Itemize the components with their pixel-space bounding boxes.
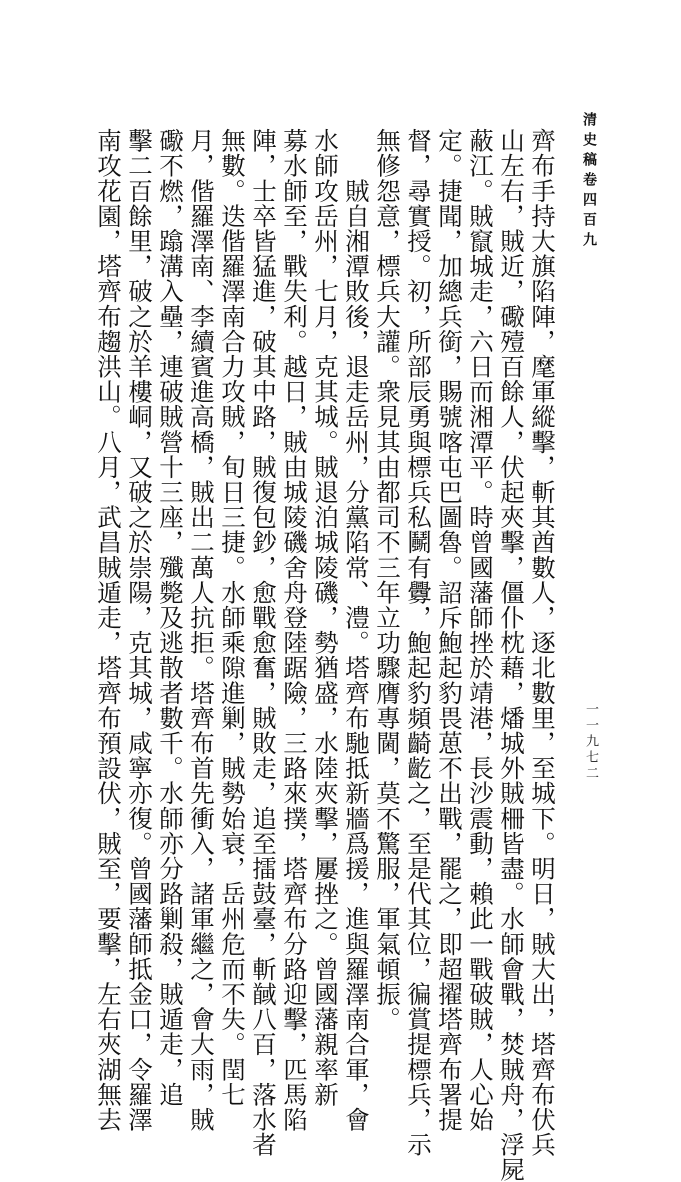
text-column: 蔽江。賊竄城走，六日而湘潭平。時曾國藩師挫於靖港，長沙震動，賴此一戰破賊，人心始 <box>466 128 495 1132</box>
text-column: 月，偕羅澤南、李續賓進高橋，賊出二萬人抗拒。塔齊布首先衝入，諸軍繼之，會大雨，賊 <box>187 128 216 1132</box>
text-column: 南攻花園，塔齊布趨洪山。八月，武昌賊遁走，塔齊布預設伏，賊至，要擊，左右夾湖無去 <box>94 128 123 1132</box>
text-column: 無數。迭偕羅澤南合力攻賊，旬日三捷。水師乘隙進剿，賊勢始衰，岳州危而不失。閏七 <box>218 128 247 1107</box>
text-column: 山左右，賊近，礮殪百餘人，伏起夾擊，僵仆枕藉，燔城外賊柵皆盡。水師會戰，焚賊舟，浮屍 <box>497 128 526 1182</box>
text-column: 陣，士卒皆猛進，破其中路，賊復包鈔，愈戰愈奮，賊敗走，追至擂鼓臺，斬馘八百，落水者 <box>249 128 278 1158</box>
text-column: 水師攻岳州，七月，克其城。賊退泊城陵磯，勢猶盛，水陸夾擊，屢挫之。曾國藩親率新 <box>311 128 340 1107</box>
text-column: 無修怨意，標兵大讙。衆見其由都司不三年立功驟膺專閫，莫不驚服，軍氣頓振。 <box>373 128 402 1032</box>
text-column: 募水師至，戰失利。越日，賊由城陵磯舍舟登陸踞險，三路來撲，塔齊布分路迎擊，匹馬陷 <box>280 128 309 1132</box>
text-column: 齊布手持大旗陷陣，麾軍縱擊，斬其酋數人，逐北數里，至城下。明日，賊大出，塔齊布伏兵 <box>528 128 557 1158</box>
text-column: 定。捷聞，加總兵銜，賜號喀屯巴圖魯。詔斥鮑起豹畏葸不出戰，罷之，即超擢塔齊布署提 <box>435 128 464 1132</box>
text-column: 督，尋實授。初，所部辰勇與標兵私鬭有釁，鮑起豹頻齮齕之，至是代其位，徧賞提標兵，示 <box>404 128 433 1158</box>
text-column: 賊自湘潭敗後，退走岳州，分黨陷常、澧。塔齊布馳抵新牆爲援，進與羅澤南合軍，會 <box>342 128 371 1132</box>
page-number: 一一九七二 <box>583 702 598 782</box>
running-header-title: 清史稿卷四百九 <box>581 112 597 252</box>
text-column: 礮不燃，蹹溝入壘，連破賊營十三座，殲斃及逃散者數千。水師亦分路剿殺，賊遁走，追 <box>156 128 185 1107</box>
text-body <box>94 128 558 1182</box>
text-column: 擊二百餘里，破之於羊樓峒，又破之於崇陽，克其城，咸寧亦復。曾國藩師抵金口，令羅澤 <box>125 128 154 1132</box>
